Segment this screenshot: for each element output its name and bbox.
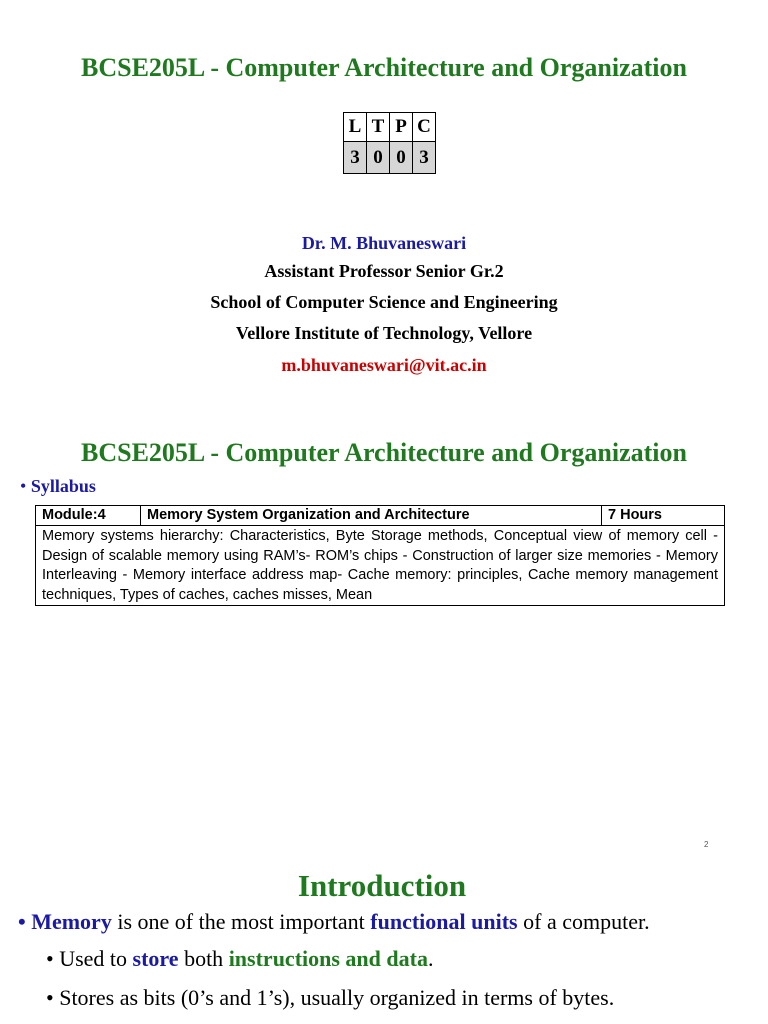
ltpc-value-t: 0: [367, 142, 390, 174]
line2-text-b: both: [178, 946, 229, 971]
module-cell: Module:4: [36, 506, 141, 526]
author-school: School of Computer Science and Engineering: [210, 292, 558, 312]
page-number: 2: [704, 840, 709, 849]
intro-bullet-memory: [18, 908, 650, 936]
line3-text: Stores as bits (0’s and 1’s), usually organized in terms of bytes.: [59, 985, 615, 1010]
ltpc-table: [343, 112, 436, 174]
bullet-icon: •: [46, 946, 54, 971]
line1-text-a: is one of the most important: [111, 909, 371, 934]
line1-text-b: of a computer.: [517, 909, 650, 934]
author-name: Dr. M. Bhuvaneswari: [301, 233, 467, 253]
bullet-icon: •: [18, 909, 26, 934]
module-description: Memory systems hierarchy: Characteristics, Byte Storage methods, Conceptual view of memory cell - Design of scalable memory using RAM’s- ROM’s chips - Construction of larger size memories - Memory Interleaving - Memory interface address map- Cache memory: principles, Cache memory management techniques, Types of caches, caches misses, Mean: [36, 526, 725, 606]
module-topic-cell: Memory System Organization and Architecture: [141, 506, 602, 526]
author-designation: Assistant Professor Senior Gr.2: [264, 261, 504, 281]
course-title: BCSE205L - Computer Architecture and Organization: [81, 53, 687, 82]
intro-bullet-store: [46, 945, 433, 973]
introduction-title: Introduction: [297, 868, 467, 903]
intro-bullet-bits: [46, 984, 614, 1012]
syllabus-slide-title: BCSE205L - Computer Architecture and Organization: [81, 438, 687, 467]
ltpc-value-c: 3: [413, 142, 436, 174]
module-hours-cell: 7 Hours: [602, 506, 725, 526]
line2-text-c: .: [427, 946, 434, 971]
bullet-icon: •: [20, 476, 27, 496]
term-functional-units: functional units: [370, 909, 518, 934]
line2-text-a: Used to: [59, 946, 133, 971]
author-email[interactable]: m.bhuvaneswari@vit.ac.in: [281, 355, 487, 375]
ltpc-header-p: P: [390, 113, 413, 142]
syllabus-label: Syllabus: [30, 476, 96, 496]
ltpc-value-p: 0: [390, 142, 413, 174]
ltpc-header-l: L: [344, 113, 367, 142]
ltpc-header-c: C: [413, 113, 436, 142]
term-instructions-and-data: instructions and data: [228, 946, 428, 971]
syllabus-bullet: [20, 474, 96, 498]
term-memory: Memory: [31, 909, 112, 934]
syllabus-table: [35, 505, 725, 606]
term-store: store: [132, 946, 179, 971]
author-institute: Vellore Institute of Technology, Vellore: [235, 323, 533, 343]
ltpc-header-t: T: [367, 113, 390, 142]
ltpc-value-l: 3: [344, 142, 367, 174]
bullet-icon: •: [46, 985, 54, 1010]
